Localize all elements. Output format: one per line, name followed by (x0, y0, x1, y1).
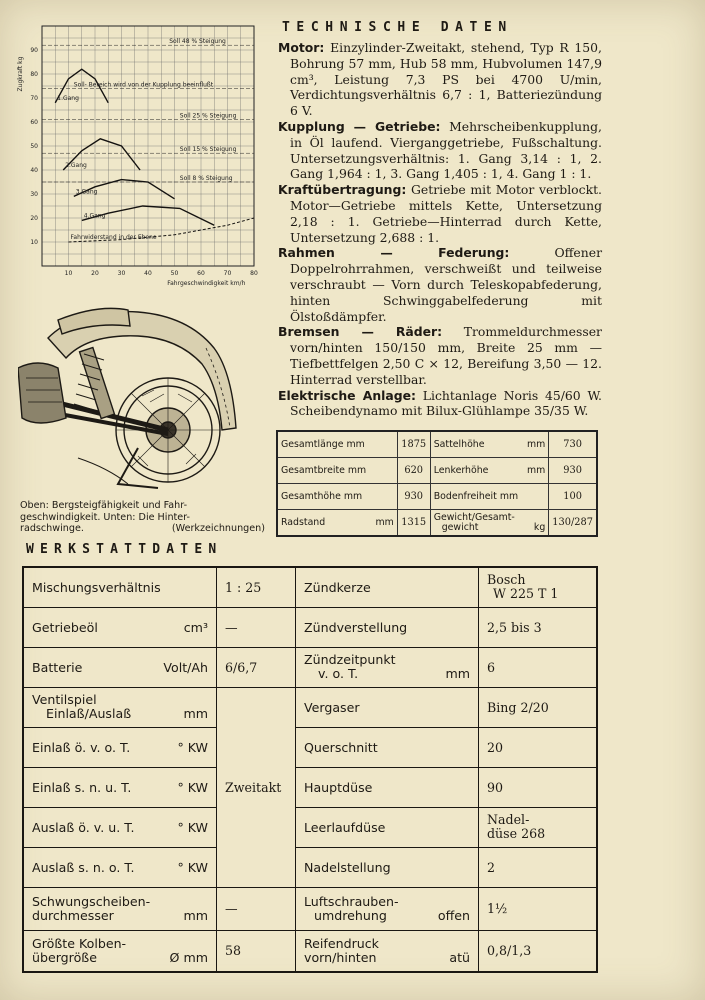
y-axis-label: Zugkraft kg (17, 56, 24, 92)
ws-right-value: 90 (479, 767, 598, 807)
series-label-5: Fahrwiderstand in der Ebene (70, 234, 157, 241)
ws-left-unit: Ø mm (169, 949, 208, 965)
ws-right-value (479, 567, 598, 607)
tech-section-motor (278, 40, 602, 119)
y-tick-label: 60 (30, 119, 38, 126)
caption-line-1: Oben: Bergsteigfähigkeit und Fahr- (20, 500, 188, 511)
ws-left-label (23, 807, 217, 847)
caption-line-2: geschwindigkeit. Unten: Die Hinter- (20, 511, 190, 523)
workshop-title: WERKSTATTDATEN (26, 542, 223, 557)
dim-left-unit: mm (375, 517, 394, 528)
ws-right-unit: atü (449, 949, 470, 965)
ws-right-name2: umdrehung (314, 907, 387, 923)
table-row (23, 607, 597, 647)
ws-right-value: Bing 2/20 (479, 687, 598, 727)
ws-right-unit: mm (445, 666, 470, 681)
dim-left-name: Radstand (281, 517, 326, 528)
ws-right-value: 1½ (479, 887, 598, 930)
dim-right-unit: mm (527, 439, 546, 450)
dim-left-label (277, 510, 397, 537)
ws-left-name2: durchmesser (32, 907, 114, 923)
dim-right-unit: kg (533, 521, 546, 533)
dim-right-name: Sattelhöhe (433, 439, 485, 450)
ws-right-label: Vergaser (296, 687, 479, 727)
ws-right-value: 20 (479, 727, 598, 767)
ws-right-label: Nadelstellung (296, 847, 479, 887)
y-tick-label: 30 (30, 191, 38, 198)
table-row (277, 458, 597, 484)
ws-zweitakt: Zweitakt (217, 687, 296, 887)
ws-left-name: Schwungscheiben- (32, 893, 151, 909)
tech-text: Einzylinder-Zweitakt, stehend, Typ R 150, Bohrung 57 mm, Hub 58 mm, Hubvolumen 147,9 cm³, Leistung 7,3 PS bei 4700 U/min, Verdichtungsverhältnis 6,7 : 1, Batteriezündung 6 V. (290, 40, 602, 119)
caption-line-3b: (Werkzeichnungen) (171, 523, 265, 534)
x-axis-label: Fahrgeschwindigkeit km/h (167, 280, 246, 287)
table-row (23, 647, 597, 687)
tech-text: Lichtanlage Noris 45/60 W. Scheibendynamo mit Bilux-Glühlampe 35/35 W. (290, 387, 602, 419)
ws-right-label (296, 930, 479, 972)
series-label-2: 2.Gang (65, 162, 87, 169)
dim-right-name: Lenkerhöhe (433, 465, 489, 476)
tech-text: Offener Doppelrohrrahmen, verschweißt und teilweise verschraubt — Vorn durch Teleskopabfederung, hinten Schwinggabelfederung mit Ölstoßdämpfer. (290, 245, 602, 324)
dim-right-value: 130/287 (549, 510, 597, 537)
rear-swingarm-drawing (18, 298, 250, 494)
y-tick-label: 10 (30, 239, 38, 246)
ws-right-label: Zündkerze (296, 567, 479, 607)
dim-right-value: 100 (549, 484, 597, 510)
ws-left-label (23, 727, 217, 767)
ws-left-label (23, 930, 217, 972)
annotation-label-3: Soll 15 % Steigung (179, 146, 237, 154)
x-tick-label: 70 (223, 270, 232, 277)
tech-head: Kupplung — Getriebe: (278, 118, 441, 134)
dim-left-label: Gesamtbreite mm (277, 458, 397, 484)
dim-left-label: Gesamtlänge mm (277, 431, 397, 458)
y-tick-label: 20 (30, 215, 38, 222)
ws-right-label (296, 887, 479, 930)
tech-section-kupplung (278, 119, 602, 182)
ws-left-value: 58 (217, 930, 296, 972)
performance-chart (14, 18, 259, 296)
tech-section-elektrik (278, 388, 602, 420)
x-tick-label: 20 (91, 270, 99, 277)
y-tick-label: 80 (30, 71, 38, 78)
caption-line-3a: radschwinge. (20, 523, 84, 534)
y-tick-label: 70 (30, 95, 38, 102)
ws-right-value: 6 (479, 647, 598, 687)
ws-left-value: 1 : 25 (217, 567, 296, 607)
ws-left-unit: ° KW (177, 779, 208, 795)
dim-left-value: 1875 (397, 431, 430, 458)
tech-head: Elektrische Anlage: (278, 387, 416, 403)
dim-right-label: Bodenfreiheit mm (430, 484, 549, 510)
ws-right-name2: v. o. T. (318, 666, 359, 681)
ws-right-value-2: düse 268 (487, 826, 546, 841)
tech-text: Trommeldurchmesser vorn/hinten 150/150 mm, Breite 25 mm — Tiefbettfelgen 2,50 C × 12, Bereifung 3,50 — 12. Hinterrad verstellbar. (290, 324, 602, 387)
ws-right-label: Zündverstellung (296, 607, 479, 647)
ws-right-label (296, 647, 479, 687)
ws-left-unit: mm (183, 907, 208, 923)
ws-left-name: Getriebeöl (32, 619, 98, 635)
series-label-4: 4.Gang (83, 212, 106, 220)
dim-right-name2: gewicht (441, 521, 479, 533)
x-tick-label: 40 (144, 270, 152, 277)
ws-right-name2: vorn/hinten (304, 949, 377, 965)
dim-left-value: 930 (397, 484, 430, 510)
ws-right-value: 2 (479, 847, 598, 887)
y-tick-label: 40 (30, 167, 38, 174)
table-row (23, 767, 597, 807)
annotation-label-5: Soll- Bereich wird von der Kupplung beeinflußt (73, 81, 214, 89)
table-row (277, 510, 597, 537)
ws-left-label: Mischungsverhältnis (23, 567, 217, 607)
table-row (23, 887, 597, 930)
ws-left-value: — (217, 607, 296, 647)
figure-caption (20, 500, 265, 535)
dim-left-label: Gesamthöhe mm (277, 484, 397, 510)
dim-right-label (430, 458, 549, 484)
ws-left-unit: Volt/Ah (163, 659, 208, 675)
ws-left-label (23, 767, 217, 807)
x-tick-label: 60 (197, 270, 205, 277)
ws-left-name: Einlaß s. n. u. T. (32, 779, 132, 795)
tech-title: TECHNISCHE DATEN (282, 20, 513, 35)
ws-left-unit: ° KW (177, 859, 208, 875)
ws-left-label (23, 887, 217, 930)
y-tick-label: 90 (30, 47, 38, 54)
ws-right-name: Zündzeitpunkt (304, 652, 396, 667)
y-tick-label: 50 (30, 143, 38, 150)
table-row (23, 567, 597, 607)
ws-left-label (23, 847, 217, 887)
ws-left-unit: mm (183, 706, 208, 721)
ws-right-value-1: Bosch (487, 572, 526, 588)
ws-right-unit: offen (437, 907, 470, 923)
annotation-label-1: Soll 48 % Steigung (169, 38, 226, 46)
ws-left-label (23, 607, 217, 647)
table-row (23, 847, 597, 887)
ws-right-name: Reifendruck (304, 935, 379, 951)
dim-right-unit: mm (527, 465, 546, 476)
tech-section-kraft (278, 182, 602, 245)
ws-right-label: Querschnitt (296, 727, 479, 767)
series-label-3: 3.Gang (75, 188, 98, 196)
tech-head: Motor: (278, 40, 325, 55)
workshop-table (22, 566, 598, 973)
ws-right-name: Luftschrauben- (304, 893, 399, 909)
ws-right-value-2: W 225 T 1 (493, 586, 559, 602)
ws-right-value (479, 807, 598, 847)
ws-left-unit: ° KW (177, 819, 208, 835)
dim-right-value: 930 (549, 458, 597, 484)
tech-head: Kraftübertragung: (278, 182, 407, 198)
table-row (277, 431, 597, 458)
dim-right-value: 730 (549, 431, 597, 458)
dimensions-table (276, 430, 598, 537)
series-label-1: 1.Gang (57, 94, 79, 102)
x-tick-label: 80 (250, 270, 258, 277)
ws-left-unit: cm³ (183, 619, 208, 635)
dim-right-name: Gewicht/Gesamt- (433, 511, 515, 523)
ws-left-name: Auslaß ö. v. u. T. (32, 819, 135, 835)
dim-right-label (430, 510, 549, 537)
ws-left-unit: ° KW (177, 739, 208, 755)
ws-left-value: 6/6,7 (217, 647, 296, 687)
tech-text: Getriebe mit Motor verblockt. Motor—Getriebe mittels Kette, Untersetzung 2,18 : 1. Getriebe—Hinterrad durch Kette, Untersetzung 2,688 : 1. (290, 182, 602, 245)
dim-left-value: 620 (397, 458, 430, 484)
table-row (23, 687, 597, 727)
ws-left-name2: Einlaß/Auslaß (46, 706, 132, 721)
table-row (23, 930, 597, 972)
annotation-label-4: Soll 8 % Steigung (179, 175, 233, 182)
table-row (23, 727, 597, 767)
ws-right-value: 0,8/1,3 (479, 930, 598, 972)
ws-left-name: Batterie (32, 659, 83, 675)
tech-body (278, 40, 602, 419)
ws-left-name2: übergröße (32, 949, 97, 965)
ws-right-value-1: Nadel- (487, 812, 530, 827)
ws-left-value: — (217, 887, 296, 930)
ws-left-label (23, 687, 217, 727)
dim-left-value: 1315 (397, 510, 430, 537)
tech-text: Mehrscheibenkupplung, in Öl laufend. Vierganggetriebe, Fußschaltung. Untersetzungsverhältnis: 1. Gang 3,14 : 1, 2. Gang 1,964 : 1, 3. Gang 1,405 : 1, 4. Gang 1 : 1. (290, 118, 602, 182)
ws-right-label: Hauptdüse (296, 767, 479, 807)
ws-left-name: Ventilspiel (32, 692, 97, 707)
x-tick-label: 10 (64, 270, 73, 277)
ws-right-value: 2,5 bis 3 (479, 607, 598, 647)
ws-left-name: Größte Kolben- (32, 935, 127, 951)
tech-head: Bremsen — Räder: (278, 324, 443, 340)
tech-section-bremsen (278, 324, 602, 387)
x-tick-label: 50 (170, 270, 179, 277)
ws-left-label (23, 647, 217, 687)
table-row (277, 484, 597, 510)
chart-svg (14, 18, 259, 296)
ws-left-name: Auslaß s. n. o. T. (32, 859, 135, 875)
ws-left-name: Einlaß ö. v. o. T. (32, 739, 131, 755)
annotation-label-2: Soll 25 % Steigung (179, 112, 237, 120)
x-tick-label: 30 (117, 270, 126, 277)
tech-section-rahmen (278, 245, 602, 324)
tech-head: Rahmen — Federung: (278, 245, 510, 261)
table-row (23, 807, 597, 847)
dim-right-label (430, 431, 549, 458)
ws-right-label: Leerlaufdüse (296, 807, 479, 847)
